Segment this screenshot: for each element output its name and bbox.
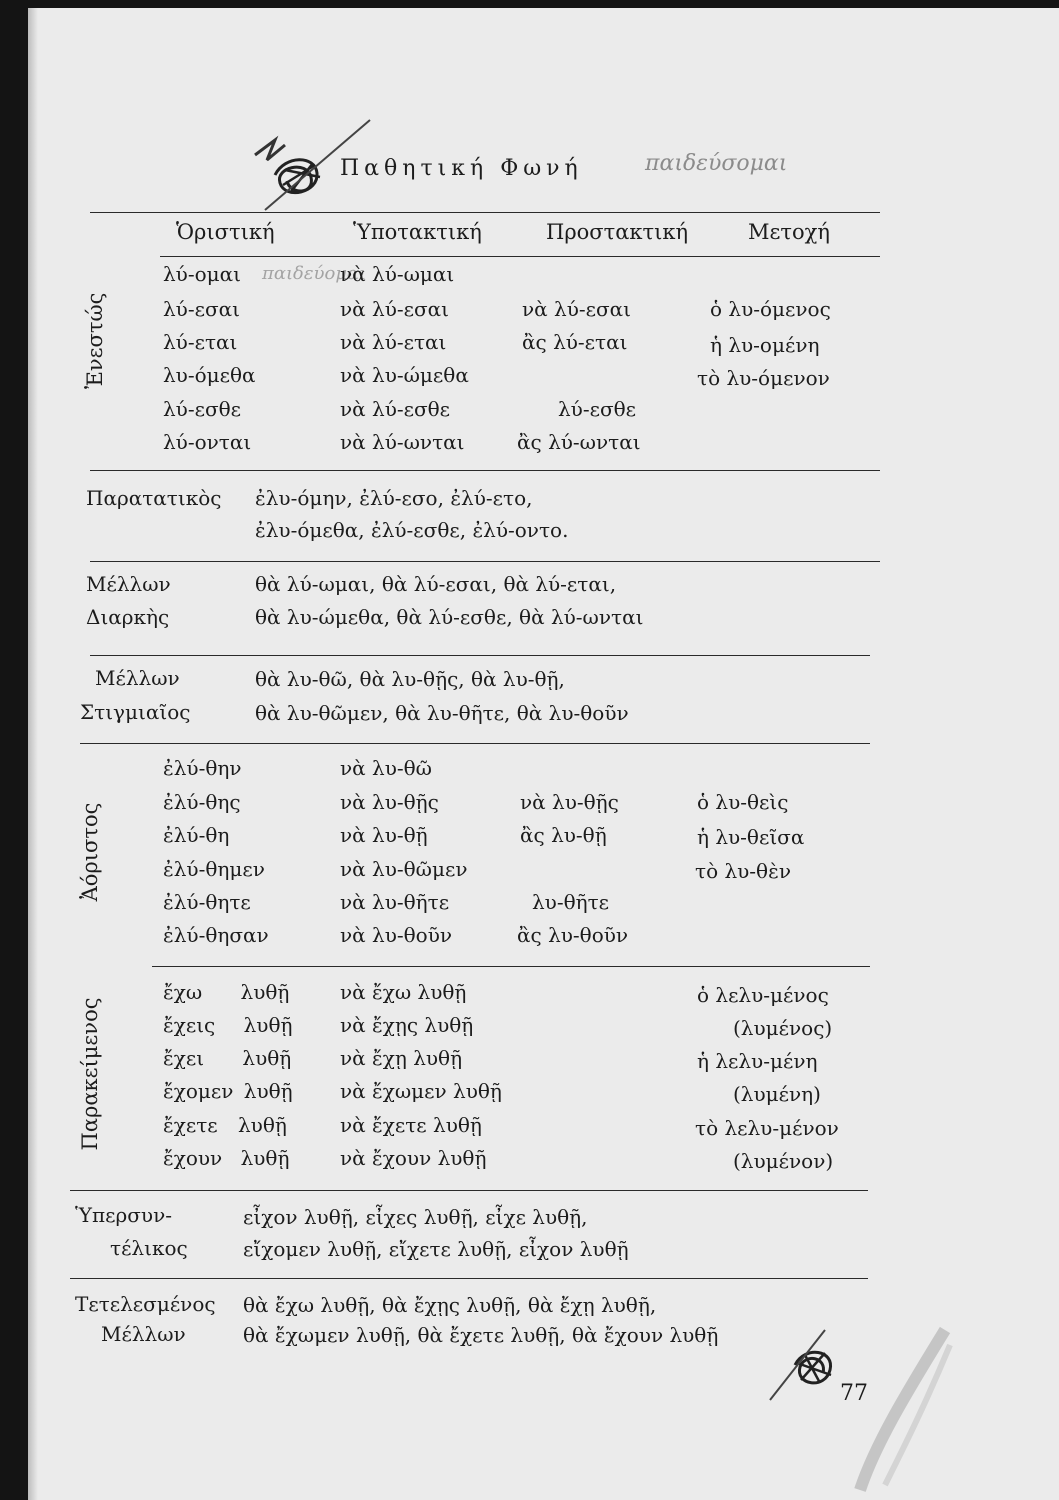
aoristos-metochi-1: ὁ λυ-θεὶς: [697, 790, 789, 814]
enestos-prostaktiki-2: ἂς λύ-εται: [522, 330, 628, 354]
parakeimenos-ypotaktiki-5: νὰ ἔχετε λυθῇ: [340, 1113, 482, 1137]
pencil-scribble-icon: [765, 1325, 965, 1495]
enestos-oristiki-2: λύ-εσαι: [163, 297, 240, 321]
parakeimenos-metochi-4: (λυμένη): [733, 1082, 821, 1106]
tense-label-mellon-diarkis-2: Διαρκὴς: [86, 605, 170, 629]
tetelesmenos-line-2: θὰ ἔχωμεν λυθῇ, θὰ ἔχετε λυθῇ, θὰ ἔχουν λυθῇ: [243, 1323, 719, 1347]
aoristos-ypotaktiki-5: νὰ λυ-θῆτε: [340, 890, 450, 914]
parakeimenos-ypotaktiki-4: νὰ ἔχωμεν λυθῇ: [340, 1079, 502, 1103]
enestos-metochi-3: τὸ λυ-όμενον: [697, 366, 830, 390]
parakeimenos-oristiki-2: ἔχεις λυθῇ: [163, 1013, 293, 1037]
aoristos-ypotaktiki-6: νὰ λυ-θοῦν: [340, 923, 453, 947]
enestos-oristiki-1: λύ-ομαι: [163, 262, 241, 286]
parakeimenos-oristiki-4: ἔχομεν λυθῇ: [163, 1079, 293, 1103]
tense-label-mellon-stigmiaios-1: Μέλλων: [95, 666, 180, 690]
parakeimenos-metochi-3: ἡ λελυ-μένη: [697, 1049, 818, 1073]
aoristos-ypotaktiki-2: νὰ λυ-θῇς: [340, 790, 439, 814]
ypersyntelikos-line-1: εἶχον λυθῇ, εἶχες λυθῇ, εἶχε λυθῇ,: [243, 1205, 588, 1229]
divider: [90, 561, 880, 562]
parakeimenos-ypotaktiki-3: νὰ ἔχῃ λυθῇ: [340, 1046, 463, 1070]
tense-label-tetelesmenos-1: Τετελεσμένος: [75, 1292, 216, 1316]
tetelesmenos-line-1: θὰ ἔχω λυθῇ, θὰ ἔχῃς λυθῇ, θὰ ἔχῃ λυθῇ,: [243, 1293, 657, 1317]
aoristos-prostaktiki-4: ἂς λυ-θοῦν: [517, 923, 629, 947]
aoristos-prostaktiki-1: νὰ λυ-θῇς: [520, 790, 619, 814]
aoristos-ypotaktiki-3: νὰ λυ-θῇ: [340, 823, 428, 847]
tense-label-tetelesmenos-2: Μέλλων: [101, 1322, 186, 1346]
aoristos-oristiki-6: ἐλύ-θησαν: [163, 923, 269, 947]
tense-label-ypersyntelikos-1: Ὑπερσυν-: [75, 1203, 173, 1227]
parakeimenos-metochi-5: τὸ λελυ-μένον: [695, 1116, 839, 1140]
aoristos-prostaktiki-3: λυ-θῆτε: [532, 890, 610, 914]
tense-label-aoristos: Ἀόριστος: [78, 802, 102, 902]
page-gutter-shadow: [28, 8, 38, 1500]
parakeimenos-oristiki-1: ἔχω λυθῇ: [163, 980, 290, 1004]
mellon-diarkis-line-2: θὰ λυ-ώμεθα, θὰ λύ-εσθε, θὰ λύ-ωνται: [255, 605, 644, 629]
aoristos-metochi-2: ἡ λυ-θεῖσα: [697, 825, 805, 849]
enestos-prostaktiki-3: λύ-εσθε: [558, 397, 637, 421]
handwritten-note: παιδεύσομαι: [645, 151, 788, 176]
enestos-prostaktiki-1: νὰ λύ-εσαι: [522, 297, 631, 321]
header-prostaktiki: Προστακτική: [546, 220, 689, 244]
aoristos-prostaktiki-2: ἂς λυ-θῇ: [520, 823, 607, 847]
parakeimenos-metochi-2: (λυμένος): [733, 1016, 833, 1040]
enestos-metochi-2: ἡ λυ-ομένη: [710, 333, 820, 357]
aoristos-oristiki-4: ἐλύ-θημεν: [163, 857, 265, 881]
parakeimenos-ypotaktiki-2: νὰ ἔχῃς λυθῇ: [340, 1013, 474, 1037]
aoristos-metochi-3: τὸ λυ-θὲν: [695, 859, 791, 883]
enestos-ypotaktiki-5: νὰ λύ-εσθε: [340, 397, 451, 421]
enestos-oristiki-3: λύ-εται: [163, 330, 238, 354]
parakeimenos-oristiki-6: ἔχουν λυθῇ: [163, 1146, 290, 1170]
enestos-prostaktiki-4: ἂς λύ-ωνται: [517, 430, 641, 454]
aoristos-oristiki-5: ἐλύ-θητε: [163, 890, 251, 914]
mellon-diarkis-line-1: θὰ λύ-ωμαι, θὰ λύ-εσαι, θὰ λύ-εται,: [255, 572, 617, 596]
parakeimenos-oristiki-5: ἔχετε λυθῇ: [163, 1113, 287, 1137]
aoristos-ypotaktiki-1: νὰ λυ-θῶ: [340, 756, 432, 780]
divider: [160, 256, 880, 257]
enestos-ypotaktiki-6: νὰ λύ-ωνται: [340, 430, 465, 454]
divider: [152, 966, 870, 967]
tense-label-paratatikos: Παρατατικὸς: [86, 486, 222, 510]
aoristos-oristiki-2: ἐλύ-θης: [163, 790, 241, 814]
tense-label-mellon-diarkis-1: Μέλλων: [86, 572, 171, 596]
enestos-ypotaktiki-3: νὰ λύ-εται: [340, 330, 447, 354]
header-oristiki: Ὁριστική: [176, 220, 275, 244]
tense-label-mellon-stigmiaios-2: Στιγμιαῖος: [80, 700, 191, 724]
parakeimenos-metochi-6: (λυμένον): [733, 1149, 834, 1173]
enestos-oristiki-4: λυ-όμεθα: [163, 363, 256, 387]
aoristos-oristiki-3: ἐλύ-θη: [163, 823, 230, 847]
enestos-oristiki-5: λύ-εσθε: [163, 397, 242, 421]
aoristos-oristiki-1: ἐλύ-θην: [163, 756, 242, 780]
divider: [80, 743, 870, 744]
handwritten-inline-note: παιδεύομαι: [262, 263, 367, 284]
paratatikos-line-2: ἐλυ-όμεθα, ἐλύ-εσθε, ἐλύ-οντο.: [255, 518, 569, 542]
mellon-stigmiaios-line-2: θὰ λυ-θῶμεν, θὰ λυ-θῆτε, θὰ λυ-θοῦν: [255, 701, 629, 725]
divider: [70, 1278, 868, 1279]
aoristos-ypotaktiki-4: νὰ λυ-θῶμεν: [340, 857, 468, 881]
parakeimenos-ypotaktiki-1: νὰ ἔχω λυθῇ: [340, 980, 467, 1004]
parakeimenos-metochi-1: ὁ λελυ-μένος: [697, 983, 829, 1007]
tense-label-ypersyntelikos-2: τέλικος: [110, 1236, 188, 1260]
page-number: 77: [840, 1381, 868, 1406]
mellon-stigmiaios-line-1: θὰ λυ-θῶ, θὰ λυ-θῇς, θὰ λυ-θῇ,: [255, 667, 565, 691]
tense-label-parakeimenos: Παρακείμενος: [78, 997, 102, 1151]
header-ypotaktiki: Ὑποτακτική: [353, 220, 482, 244]
enestos-ypotaktiki-4: νὰ λυ-ώμεθα: [340, 363, 469, 387]
divider: [70, 1190, 868, 1191]
enestos-oristiki-6: λύ-ονται: [163, 430, 252, 454]
enestos-ypotaktiki-2: νὰ λύ-εσαι: [340, 297, 449, 321]
parakeimenos-oristiki-3: ἔχει λυθῇ: [163, 1046, 292, 1070]
enestos-metochi-1: ὁ λυ-όμενος: [710, 297, 831, 321]
header-metochi: Μετοχή: [748, 220, 830, 244]
divider: [90, 655, 870, 656]
ypersyntelikos-line-2: εἴχομεν λυθῇ, εἴχετε λυθῇ, εἶχον λυθῇ: [243, 1237, 629, 1261]
divider: [90, 212, 880, 213]
page-title: Παθητική Φωνή: [340, 156, 583, 181]
divider: [90, 470, 880, 471]
enestos-ypotaktiki-1: νὰ λύ-ωμαι: [340, 262, 455, 286]
tense-label-enestos: Ἐνεστώς: [83, 292, 107, 389]
paratatikos-line-1: ἐλυ-όμην, ἐλύ-εσο, ἐλύ-ετο,: [255, 486, 533, 510]
parakeimenos-ypotaktiki-6: νὰ ἔχουν λυθῇ: [340, 1146, 487, 1170]
